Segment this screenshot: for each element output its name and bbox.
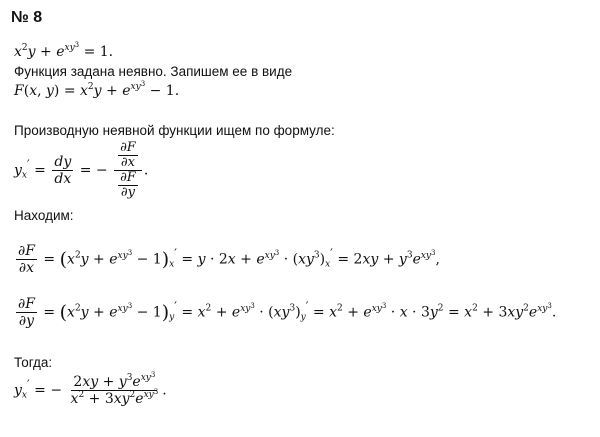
formula-intro-text: Производную неявной функции ищем по формуле: xyxy=(14,123,335,138)
partial-F-y-equation: $\frac{\partial F}{\partial y}$ = $(x^2y + e^{xy^3} - 1)_y' = x^2 + e^{xy^3} \cdot (xy^3)_y' = x^2 + e^{xy^3} \cdot x \cdot 3y^2 = x^2 + 3xy^2e^{xy^3}$. xyxy=(18,296,557,329)
equation-given: $x^2y + e^{xy^3} = 1$. xyxy=(14,41,114,60)
find-text: Находим: xyxy=(14,208,74,223)
partial-F-x-equation: $\frac{\partial F}{\partial x}$ = $(x^2y + e^{xy^3} - 1)_x' = y \cdot 2x + e^{xy^3} \cdot (xy^3)_x' = 2xy + y^3e^{xy^3}$, xyxy=(18,243,440,276)
problem-number: № 8 xyxy=(11,9,43,26)
implicit-intro-text: Функция задана неявно. Запишем ее в виде xyxy=(14,64,293,79)
then-text: Тогда: xyxy=(14,355,53,370)
final-answer-equation: $y_x'$ = − $\frac{2xy + y^3e^{xy^3}}{x^2 + 3xy^2e^{xy^3}}$ . xyxy=(14,371,167,407)
equation-F-definition: F(x, $y) = x^2y + e^{xy^3} - 1$. xyxy=(14,80,180,99)
implicit-derivative-formula: $y_x'$ = $\frac{dy}{dx}$ = − $\frac{\frac{\partial F}{\partial x}}{\frac{\partial F}{\partial y}}$ . xyxy=(14,140,149,200)
